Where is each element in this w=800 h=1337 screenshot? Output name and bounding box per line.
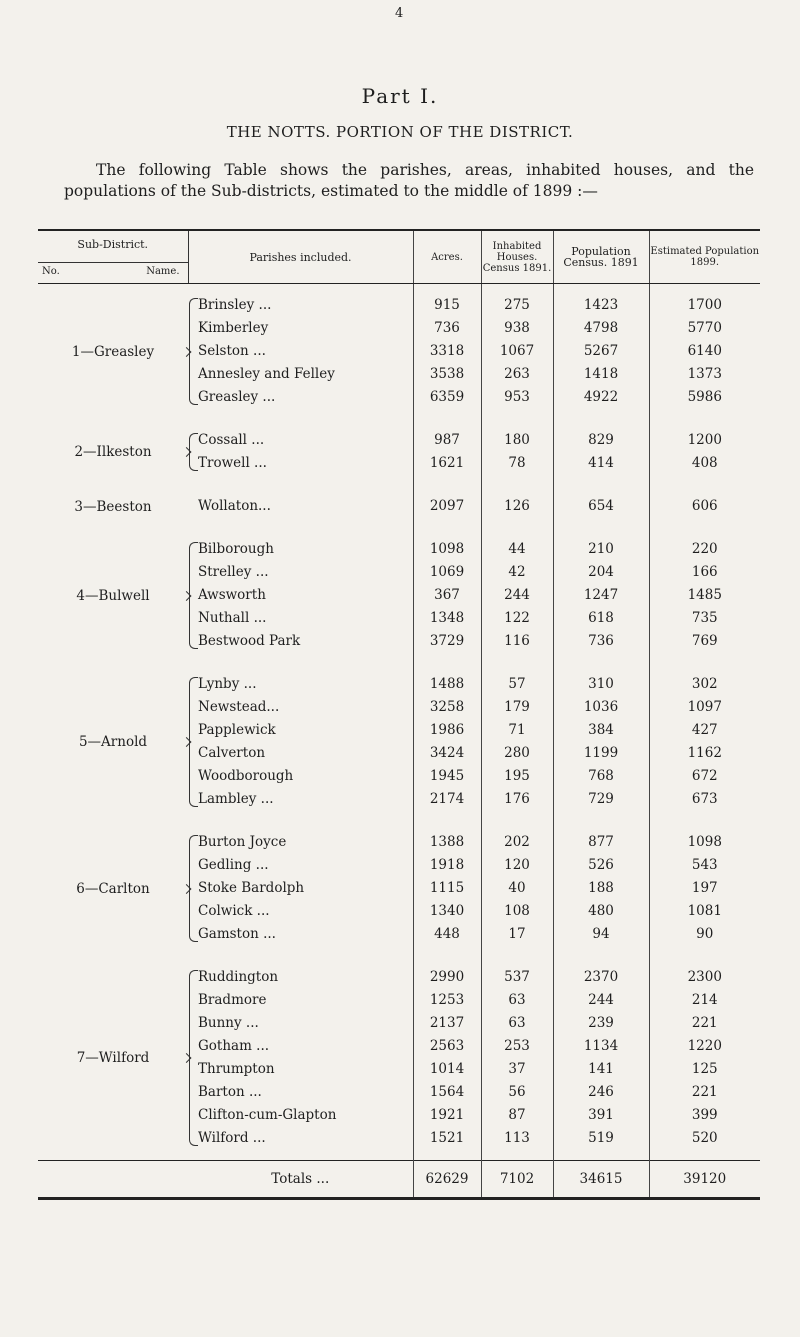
census-cell: 188 bbox=[588, 880, 614, 896]
acres-column bbox=[413, 663, 481, 821]
subdistrict-group bbox=[38, 956, 760, 1161]
estimated-cell: 1700 bbox=[687, 297, 722, 313]
estimated-cell: 520 bbox=[691, 1130, 718, 1146]
estimated-cell: 214 bbox=[691, 992, 718, 1008]
estimated-cell: 2300 bbox=[687, 969, 722, 985]
houses-cell: 108 bbox=[504, 903, 530, 919]
census-cell: 1036 bbox=[583, 699, 619, 715]
brace-bracket bbox=[189, 677, 198, 807]
parish-list bbox=[188, 663, 413, 821]
houses-cell: 87 bbox=[508, 1107, 526, 1123]
census-column bbox=[553, 284, 649, 420]
parish-name: Awsworth bbox=[198, 587, 266, 603]
acres-cell: 2174 bbox=[429, 791, 465, 807]
estimated-column bbox=[649, 821, 760, 956]
estimated-column bbox=[649, 956, 760, 1161]
census-column bbox=[553, 663, 649, 821]
estimated-cell: 90 bbox=[696, 926, 714, 942]
parish-name: Newstead... bbox=[198, 699, 280, 715]
houses-cell: 40 bbox=[508, 880, 526, 896]
census-cell: 480 bbox=[588, 903, 614, 919]
census-cell: 654 bbox=[588, 498, 614, 514]
houses-cell: 63 bbox=[508, 1015, 526, 1031]
acres-cell: 1115 bbox=[429, 880, 465, 896]
houses-cell: 113 bbox=[504, 1130, 530, 1146]
estimated-cell: 769 bbox=[691, 633, 718, 649]
census-cell: 736 bbox=[588, 633, 614, 649]
census-cell: 829 bbox=[588, 432, 614, 448]
estimated-column bbox=[649, 485, 760, 528]
parish-name: Barton ... bbox=[198, 1084, 262, 1100]
acres-cell: 1921 bbox=[429, 1107, 465, 1123]
census-cell: 414 bbox=[588, 455, 614, 471]
totals-census: 34615 bbox=[553, 1161, 649, 1199]
section-title: THE NOTTS. PORTION OF THE DISTRICT. bbox=[226, 123, 574, 141]
estimated-column bbox=[649, 284, 760, 420]
subdistrict-name: 6—Carlton bbox=[76, 880, 150, 897]
estimated-cell: 197 bbox=[691, 880, 718, 896]
census-cell: 210 bbox=[588, 541, 614, 557]
brace-bracket bbox=[189, 835, 198, 942]
acres-cell: 736 bbox=[434, 320, 460, 336]
totals-houses: 7102 bbox=[481, 1161, 553, 1199]
census-column bbox=[553, 956, 649, 1161]
acres-cell: 367 bbox=[434, 587, 460, 603]
estimated-cell: 1081 bbox=[687, 903, 722, 919]
estimated-cell: 735 bbox=[691, 610, 718, 626]
estimated-cell: 543 bbox=[691, 857, 718, 873]
parish-list bbox=[188, 956, 413, 1161]
census-cell: 2370 bbox=[583, 969, 619, 985]
census-cell: 1134 bbox=[583, 1038, 619, 1054]
houses-cell: 37 bbox=[508, 1061, 526, 1077]
acres-column bbox=[413, 485, 481, 528]
estimated-cell: 427 bbox=[691, 722, 718, 738]
acres-cell: 1014 bbox=[429, 1061, 465, 1077]
acres-cell: 2990 bbox=[429, 969, 465, 985]
estimated-cell: 1485 bbox=[687, 587, 722, 603]
acres-cell: 3729 bbox=[429, 633, 465, 649]
brace-bracket bbox=[189, 542, 198, 649]
census-cell: 729 bbox=[588, 791, 614, 807]
houses-cell: 57 bbox=[508, 676, 526, 692]
acres-cell: 1098 bbox=[429, 541, 465, 557]
parish-name: Lynby ... bbox=[198, 676, 257, 692]
subdistrict-header bbox=[38, 230, 188, 284]
acres-cell: 1069 bbox=[429, 564, 465, 580]
census-column bbox=[553, 485, 649, 528]
parish-name: Wilford ... bbox=[198, 1130, 266, 1146]
houses-column bbox=[481, 485, 553, 528]
estimated-cell: 220 bbox=[691, 541, 718, 557]
houses-cell: 938 bbox=[504, 320, 530, 336]
estimated-header: Estimated Population 1899. bbox=[649, 230, 760, 284]
brace-bracket bbox=[189, 298, 198, 405]
houses-cell: 56 bbox=[508, 1084, 526, 1100]
census-column bbox=[553, 821, 649, 956]
houses-cell: 280 bbox=[504, 745, 530, 761]
acres-cell: 2137 bbox=[429, 1015, 465, 1031]
acres-cell: 1253 bbox=[429, 992, 465, 1008]
acres-column bbox=[413, 284, 481, 420]
sub-name-header: Name. bbox=[146, 266, 180, 277]
census-cell: 391 bbox=[588, 1107, 614, 1123]
parish-name: Gedling ... bbox=[198, 857, 269, 873]
acres-cell: 1621 bbox=[429, 455, 465, 471]
census-cell: 1423 bbox=[583, 297, 619, 313]
page-number: 4 bbox=[395, 6, 404, 21]
acres-cell: 1945 bbox=[429, 768, 465, 784]
houses-cell: 275 bbox=[504, 297, 530, 313]
estimated-cell: 673 bbox=[691, 791, 718, 807]
houses-cell: 195 bbox=[504, 768, 530, 784]
parish-name: Kimberley bbox=[198, 320, 269, 336]
census-cell: 877 bbox=[588, 834, 614, 850]
estimated-cell: 672 bbox=[691, 768, 718, 784]
parish-name: Brinsley ... bbox=[198, 297, 272, 313]
parish-list bbox=[188, 485, 413, 528]
parish-name: Burton Joyce bbox=[198, 834, 287, 850]
estimated-cell: 5986 bbox=[687, 389, 722, 405]
table-header-row bbox=[38, 230, 760, 284]
census-cell: 1247 bbox=[583, 587, 619, 603]
houses-cell: 253 bbox=[504, 1038, 530, 1054]
totals-acres: 62629 bbox=[413, 1161, 481, 1199]
parish-name: Bestwood Park bbox=[198, 633, 301, 649]
houses-column bbox=[481, 821, 553, 956]
estimated-cell: 1098 bbox=[687, 834, 722, 850]
brace-bracket bbox=[189, 433, 198, 471]
estimated-cell: 399 bbox=[691, 1107, 718, 1123]
acres-cell: 1918 bbox=[429, 857, 465, 873]
census-cell: 519 bbox=[588, 1130, 614, 1146]
census-cell: 768 bbox=[588, 768, 614, 784]
parish-name: Stoke Bardolph bbox=[198, 880, 305, 896]
subdistrict-name: 5—Arnold bbox=[78, 734, 148, 750]
houses-cell: 78 bbox=[508, 455, 526, 471]
census-cell: 384 bbox=[588, 722, 614, 738]
totals-row bbox=[38, 1161, 760, 1199]
census-cell: 310 bbox=[588, 676, 614, 692]
estimated-cell: 1373 bbox=[687, 366, 722, 382]
part-title: Part I. bbox=[361, 84, 439, 108]
parish-name: Colwick ... bbox=[198, 903, 270, 919]
census-cell: 526 bbox=[588, 857, 614, 873]
acres-cell: 3258 bbox=[429, 699, 465, 715]
houses-cell: 176 bbox=[504, 791, 530, 807]
census-column bbox=[553, 419, 649, 485]
acres-cell: 3538 bbox=[429, 366, 465, 382]
parish-name: Ruddington bbox=[198, 969, 279, 985]
parish-name: Trowell ... bbox=[198, 455, 267, 471]
census-cell: 1199 bbox=[583, 745, 619, 761]
acres-cell: 448 bbox=[434, 926, 460, 942]
acres-cell: 915 bbox=[434, 297, 460, 313]
subdistrict-group bbox=[38, 284, 760, 420]
subdistrict-group bbox=[38, 821, 760, 956]
estimated-cell: 166 bbox=[691, 564, 718, 580]
acres-cell: 1488 bbox=[429, 676, 465, 692]
census-cell: 239 bbox=[588, 1015, 614, 1031]
census-cell: 1418 bbox=[583, 366, 619, 382]
acres-cell: 1340 bbox=[429, 903, 465, 919]
acres-column bbox=[413, 821, 481, 956]
parish-name: Gotham ... bbox=[198, 1038, 270, 1054]
parish-list bbox=[188, 419, 413, 485]
parish-name: Bunny ... bbox=[198, 1015, 259, 1031]
acres-cell: 3318 bbox=[429, 343, 465, 359]
houses-column bbox=[481, 956, 553, 1161]
houses-cell: 179 bbox=[504, 699, 530, 715]
acres-cell: 1564 bbox=[429, 1084, 465, 1100]
houses-cell: 44 bbox=[508, 541, 526, 557]
parish-name: Cossall ... bbox=[198, 432, 265, 448]
sub-no-header: No. bbox=[42, 266, 60, 277]
houses-cell: 263 bbox=[504, 366, 530, 382]
parish-name: Bradmore bbox=[198, 992, 267, 1008]
parish-list bbox=[188, 284, 413, 420]
parish-name: Lambley ... bbox=[198, 791, 274, 807]
census-cell: 94 bbox=[592, 926, 610, 942]
brace-bracket bbox=[189, 970, 198, 1146]
estimated-cell: 302 bbox=[691, 676, 718, 692]
subdistrict-name: 7—Wilford bbox=[76, 1050, 150, 1066]
acres-cell: 1348 bbox=[429, 610, 465, 626]
census-cell: 5267 bbox=[583, 343, 619, 359]
parish-list bbox=[188, 821, 413, 956]
acres-cell: 1521 bbox=[429, 1130, 465, 1146]
acres-cell: 2563 bbox=[429, 1038, 465, 1054]
estimated-cell: 125 bbox=[691, 1061, 718, 1077]
estimated-cell: 1097 bbox=[687, 699, 722, 715]
parish-name: Greasley ... bbox=[198, 389, 276, 405]
subdistrict-name: 2—Ilkeston bbox=[74, 444, 152, 460]
subdistrict-name: 4—Bulwell bbox=[76, 587, 150, 604]
houses-cell: 122 bbox=[504, 610, 530, 626]
parish-name: Annesley and Felley bbox=[198, 366, 335, 382]
census-cell: 4798 bbox=[583, 320, 619, 336]
acres-column bbox=[413, 528, 481, 663]
houses-cell: 71 bbox=[508, 722, 526, 738]
parish-name: Bilborough bbox=[198, 541, 274, 557]
acres-cell: 3424 bbox=[429, 745, 465, 761]
subdistrict-name: 1—Greasley bbox=[71, 343, 155, 360]
houses-cell: 244 bbox=[504, 587, 530, 603]
houses-cell: 202 bbox=[504, 834, 530, 850]
estimated-cell: 1200 bbox=[687, 432, 722, 448]
estimated-cell: 1220 bbox=[687, 1038, 722, 1054]
acres-cell: 987 bbox=[434, 432, 460, 448]
subdistrict-title: Sub-District. bbox=[77, 238, 149, 251]
estimated-cell: 408 bbox=[691, 455, 718, 471]
estimated-column bbox=[649, 663, 760, 821]
houses-column bbox=[481, 284, 553, 420]
houses-column bbox=[481, 663, 553, 821]
acres-header: Acres. bbox=[413, 230, 481, 284]
houses-header: Inhabited Houses. Census 1891. bbox=[481, 230, 553, 284]
totals-estimated: 39120 bbox=[649, 1161, 760, 1199]
parish-list bbox=[188, 528, 413, 663]
houses-cell: 120 bbox=[504, 857, 530, 873]
acres-cell: 1388 bbox=[429, 834, 465, 850]
parish-name: Clifton-cum-Glapton bbox=[198, 1107, 337, 1123]
houses-cell: 953 bbox=[504, 389, 530, 405]
subdistrict-group bbox=[38, 485, 760, 528]
estimated-cell: 221 bbox=[691, 1084, 718, 1100]
acres-column bbox=[413, 419, 481, 485]
houses-cell: 42 bbox=[508, 564, 526, 580]
census-cell: 141 bbox=[588, 1061, 614, 1077]
parish-name: Woodborough bbox=[198, 768, 294, 784]
census-header: Population Census. 1891 bbox=[553, 230, 649, 284]
census-table bbox=[38, 229, 760, 1200]
intro-paragraph: The following Table shows the parishes, areas, inhabited houses, and the populations of the Sub-districts, estimated to the middle of 1899 :— bbox=[64, 161, 754, 200]
parish-name: Papplewick bbox=[198, 722, 276, 738]
parish-name: Strelley ... bbox=[198, 564, 269, 580]
houses-cell: 537 bbox=[504, 969, 530, 985]
parish-name: Thrumpton bbox=[198, 1061, 275, 1077]
houses-cell: 17 bbox=[508, 926, 526, 942]
estimated-column bbox=[649, 419, 760, 485]
parish-name: Wollaton... bbox=[198, 498, 271, 514]
subdistrict-group bbox=[38, 419, 760, 485]
estimated-cell: 5770 bbox=[687, 320, 722, 336]
census-cell: 246 bbox=[588, 1084, 614, 1100]
estimated-cell: 606 bbox=[691, 498, 718, 514]
subdistrict-group bbox=[38, 663, 760, 821]
parish-name: Selston ... bbox=[198, 343, 266, 359]
census-cell: 244 bbox=[588, 992, 614, 1008]
acres-cell: 6359 bbox=[429, 389, 465, 405]
totals-label: Totals ... bbox=[188, 1161, 413, 1199]
estimated-column bbox=[649, 528, 760, 663]
acres-cell: 1986 bbox=[429, 722, 465, 738]
houses-cell: 63 bbox=[508, 992, 526, 1008]
houses-cell: 1067 bbox=[499, 343, 535, 359]
houses-cell: 126 bbox=[504, 498, 530, 514]
houses-column bbox=[481, 419, 553, 485]
subdistrict-group bbox=[38, 528, 760, 663]
census-cell: 618 bbox=[588, 610, 614, 626]
houses-cell: 116 bbox=[504, 633, 530, 649]
houses-column bbox=[481, 528, 553, 663]
acres-column bbox=[413, 956, 481, 1161]
census-cell: 4922 bbox=[583, 389, 619, 405]
parishes-header: Parishes included. bbox=[188, 230, 413, 284]
census-cell: 204 bbox=[588, 564, 614, 580]
estimated-cell: 6140 bbox=[687, 343, 722, 359]
estimated-cell: 1162 bbox=[687, 745, 722, 761]
houses-cell: 180 bbox=[504, 432, 530, 448]
estimated-cell: 221 bbox=[691, 1015, 718, 1031]
acres-cell: 2097 bbox=[429, 498, 465, 514]
parish-name: Gamston ... bbox=[198, 926, 276, 942]
parish-name: Calverton bbox=[198, 745, 266, 761]
subdistrict-name: 3—Beeston bbox=[74, 498, 152, 515]
parish-name: Nuthall ... bbox=[198, 610, 267, 626]
census-column bbox=[553, 528, 649, 663]
